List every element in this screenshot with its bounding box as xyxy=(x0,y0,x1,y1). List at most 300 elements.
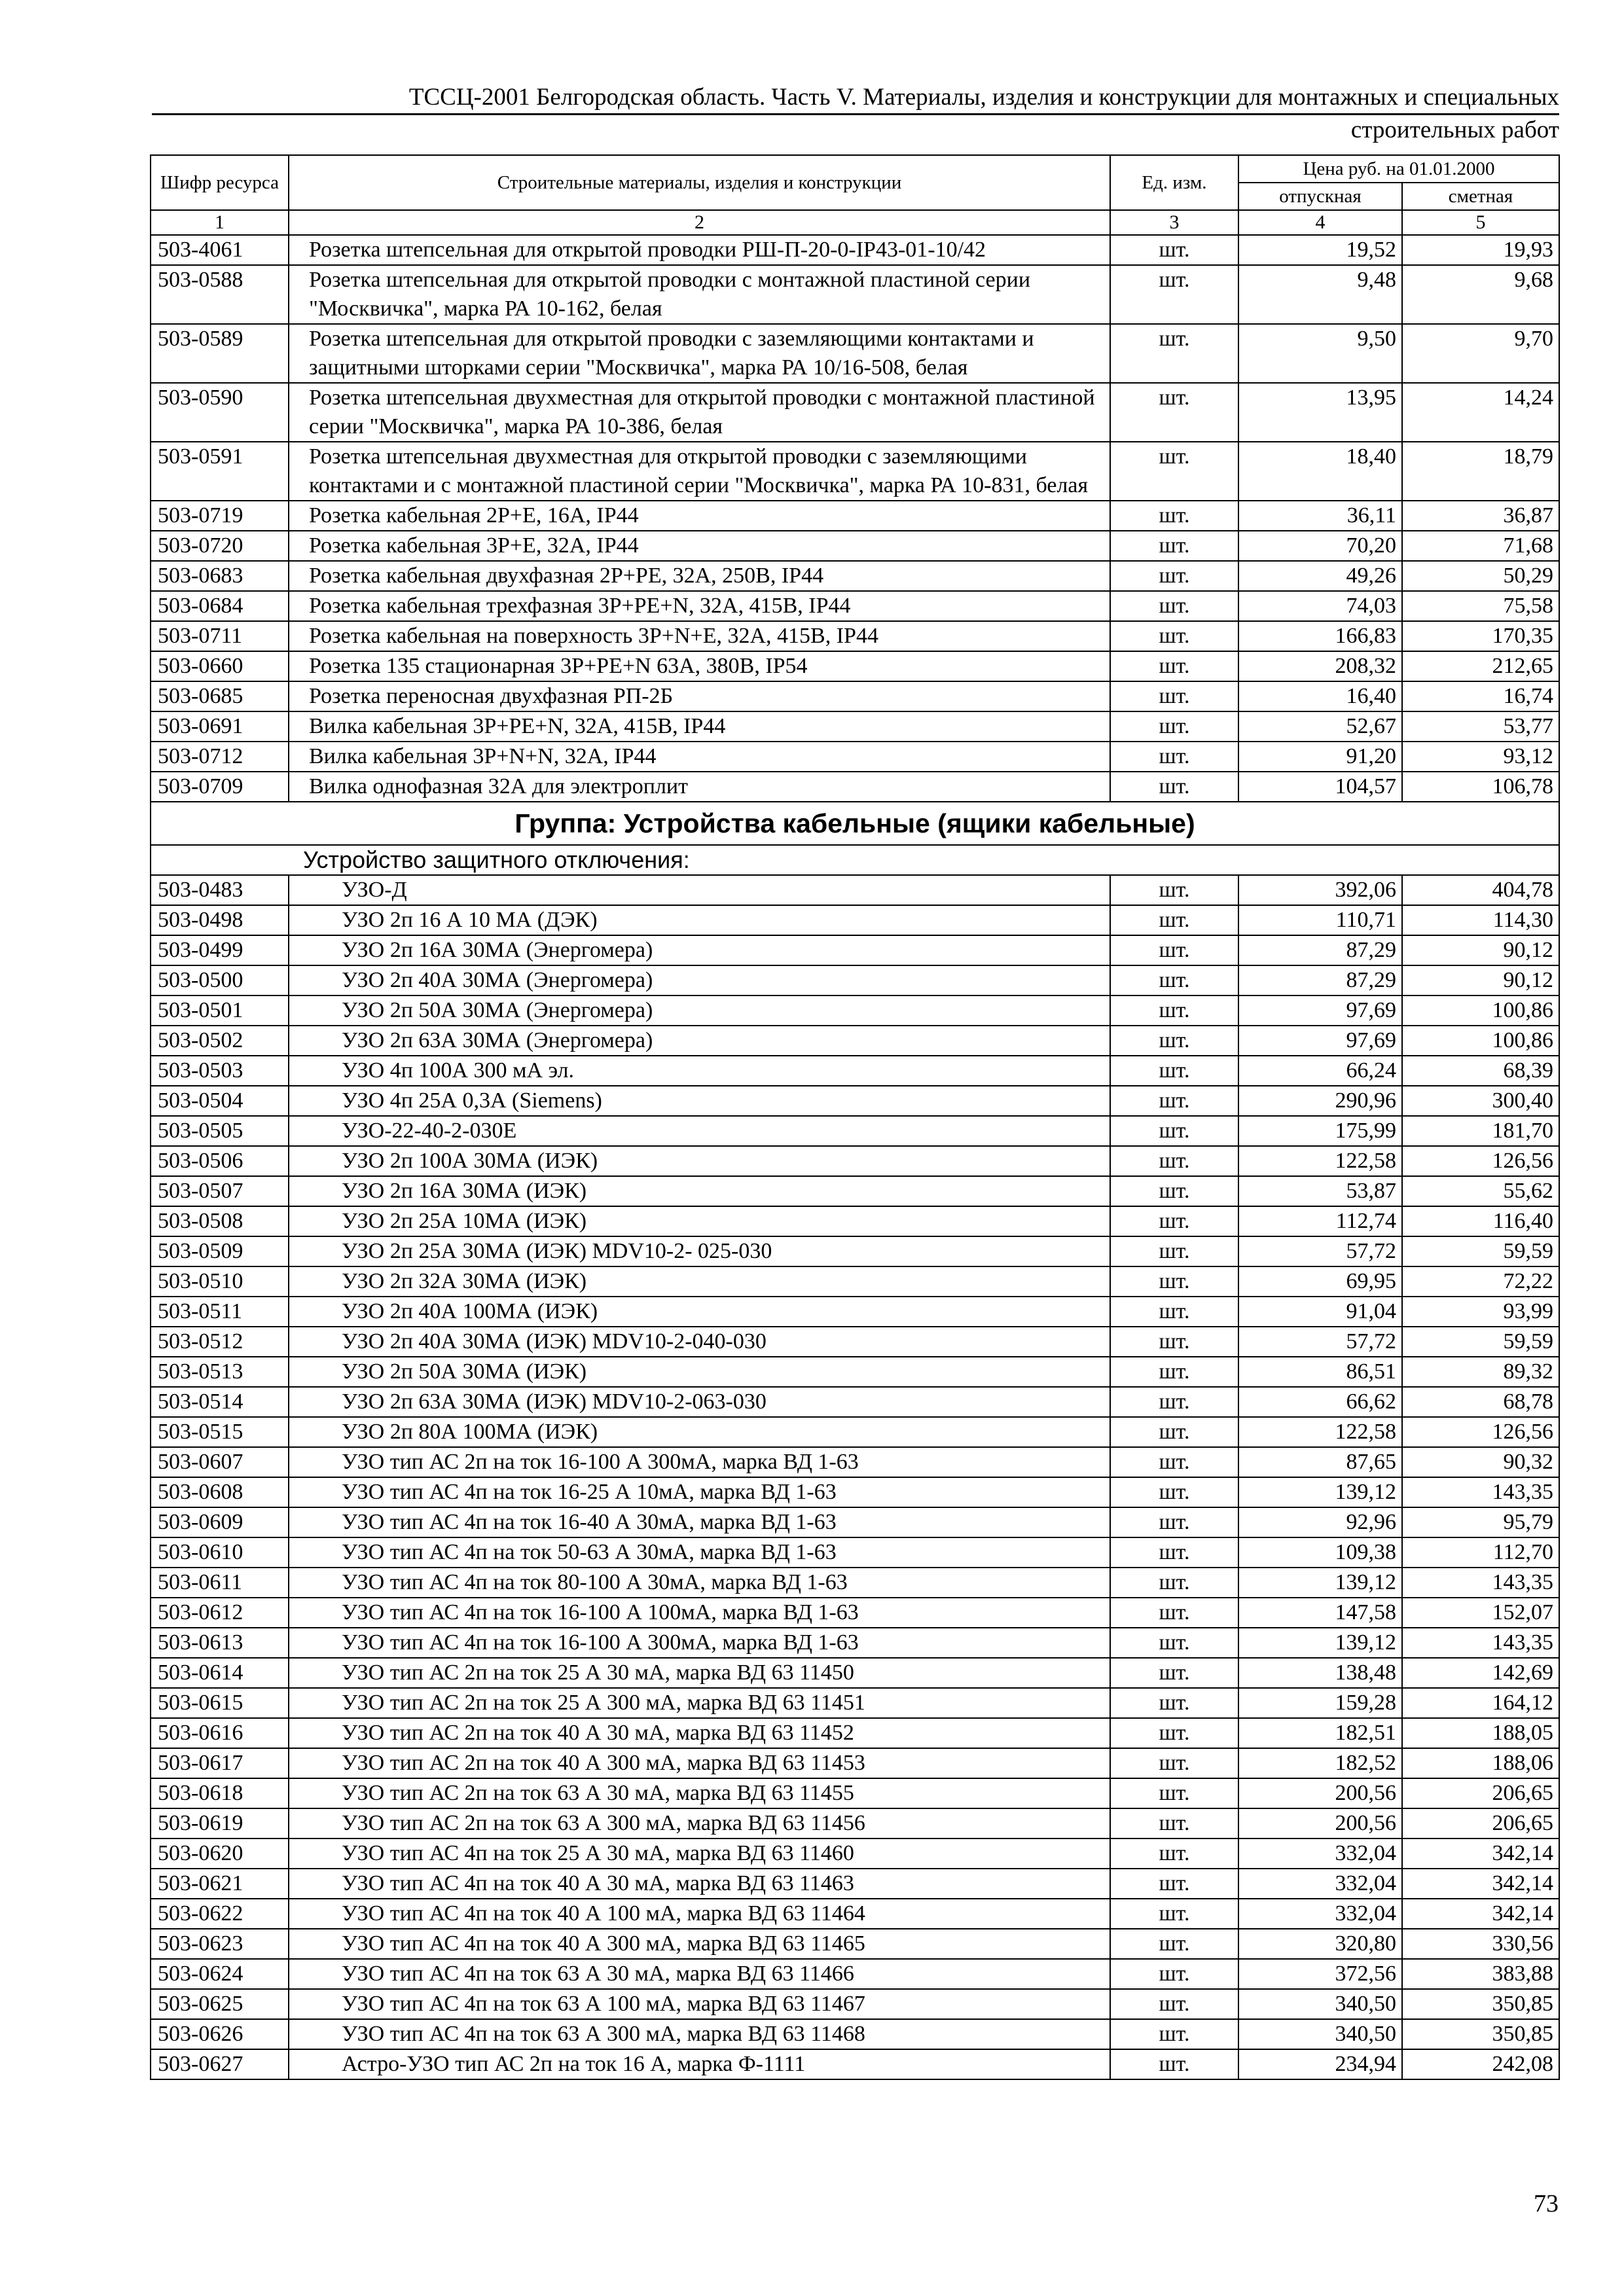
estimate-price: 164,12 xyxy=(1402,1688,1559,1718)
unit-cell: шт. xyxy=(1110,1327,1238,1357)
col-header-estimate-price: сметная xyxy=(1402,183,1559,210)
estimate-price: 16,74 xyxy=(1402,681,1559,711)
estimate-price: 404,78 xyxy=(1402,875,1559,905)
material-name: УЗО тип АС 4п на ток 16-100 А 300мА, марка ВД 1-63 xyxy=(289,1628,1110,1658)
material-name: Розетка штепсельная для открытой проводки РШ-П-20-0-IP43-01-10/42 xyxy=(289,235,1110,265)
resource-code: 503-0511 xyxy=(151,1297,289,1327)
unit-cell: шт. xyxy=(1110,1869,1238,1899)
resource-code: 503-0588 xyxy=(151,265,289,324)
unit-cell: шт. xyxy=(1110,383,1238,442)
estimate-price: 19,93 xyxy=(1402,235,1559,265)
material-name: УЗО 2п 16А 30МА (ИЭК) xyxy=(289,1176,1110,1206)
table-row xyxy=(151,1176,1559,1206)
material-name: Розетка штепсельная для открытой проводки с заземляющими контактами и защитными шторками серии "Москвичка", марка РА 10/16-508, белая xyxy=(289,324,1110,383)
unit-cell: шт. xyxy=(1110,2049,1238,2079)
release-price: 139,12 xyxy=(1238,1628,1402,1658)
table-row xyxy=(151,1748,1559,1778)
unit-cell: шт. xyxy=(1110,1748,1238,1778)
table-row xyxy=(151,621,1559,651)
material-name: Розетка 135 стационарная 3Р+РЕ+N 63А, 380В, IP54 xyxy=(289,651,1110,681)
material-name: УЗО тип АС 4п на ток 16-100 А 100мА, марка ВД 1-63 xyxy=(289,1598,1110,1628)
price-table xyxy=(150,154,1560,2080)
estimate-price: 89,32 xyxy=(1402,1357,1559,1387)
resource-code: 503-0616 xyxy=(151,1718,289,1748)
material-name: УЗО 2п 100А 30МА (ИЭК) xyxy=(289,1146,1110,1176)
table-row xyxy=(151,1808,1559,1839)
unit-cell: шт. xyxy=(1110,1236,1238,1266)
release-price: 182,51 xyxy=(1238,1718,1402,1748)
header-title-line1: ТССЦ-2001 Белгородская область. Часть V. Материалы, изделия и конструкции для монтажных и специальных xyxy=(152,82,1559,115)
resource-code: 503-0615 xyxy=(151,1688,289,1718)
estimate-price: 206,65 xyxy=(1402,1808,1559,1839)
estimate-price: 143,35 xyxy=(1402,1628,1559,1658)
col-number: 3 xyxy=(1110,210,1238,235)
material-name: УЗО тип АС 2п на ток 16-100 А 300мА, марка ВД 1-63 xyxy=(289,1447,1110,1477)
unit-cell: шт. xyxy=(1110,442,1238,501)
unit-cell: шт. xyxy=(1110,2019,1238,2049)
material-name: УЗО тип АС 4п на ток 40 А 30 мА, марка ВД 63 11463 xyxy=(289,1869,1110,1899)
resource-code: 503-0502 xyxy=(151,1026,289,1056)
table-row xyxy=(151,1537,1559,1568)
resource-code: 503-0507 xyxy=(151,1176,289,1206)
estimate-price: 342,14 xyxy=(1402,1869,1559,1899)
material-name: УЗО-Д xyxy=(289,875,1110,905)
release-price: 69,95 xyxy=(1238,1266,1402,1297)
resource-code: 503-0589 xyxy=(151,324,289,383)
table-body-rcd xyxy=(151,875,1559,2079)
estimate-price: 93,99 xyxy=(1402,1297,1559,1327)
resource-code: 503-0512 xyxy=(151,1327,289,1357)
resource-code: 503-0610 xyxy=(151,1537,289,1568)
unit-cell: шт. xyxy=(1110,711,1238,742)
resource-code: 503-0504 xyxy=(151,1086,289,1116)
estimate-price: 68,78 xyxy=(1402,1387,1559,1417)
unit-cell: шт. xyxy=(1110,681,1238,711)
unit-cell: шт. xyxy=(1110,996,1238,1026)
release-price: 340,50 xyxy=(1238,1989,1402,2019)
release-price: 66,24 xyxy=(1238,1056,1402,1086)
unit-cell: шт. xyxy=(1110,324,1238,383)
estimate-price: 68,39 xyxy=(1402,1056,1559,1086)
release-price: 9,50 xyxy=(1238,324,1402,383)
unit-cell: шт. xyxy=(1110,531,1238,561)
estimate-price: 206,65 xyxy=(1402,1778,1559,1808)
resource-code: 503-0617 xyxy=(151,1748,289,1778)
unit-cell: шт. xyxy=(1110,1206,1238,1236)
unit-cell: шт. xyxy=(1110,1899,1238,1929)
subgroup-title: Устройство защитного отключения: xyxy=(151,845,1559,875)
resource-code: 503-0515 xyxy=(151,1417,289,1447)
release-price: 52,67 xyxy=(1238,711,1402,742)
resource-code: 503-0498 xyxy=(151,905,289,935)
release-price: 166,83 xyxy=(1238,621,1402,651)
header-title-line2: строительных работ xyxy=(1350,117,1559,143)
estimate-price: 143,35 xyxy=(1402,1477,1559,1507)
material-name: Розетка кабельная 2Р+Е, 16А, IP44 xyxy=(289,501,1110,531)
release-price: 139,12 xyxy=(1238,1568,1402,1598)
release-price: 74,03 xyxy=(1238,591,1402,621)
table-row xyxy=(151,965,1559,996)
table-row xyxy=(151,591,1559,621)
resource-code: 503-0625 xyxy=(151,1989,289,2019)
estimate-price: 18,79 xyxy=(1402,442,1559,501)
resource-code: 503-0660 xyxy=(151,651,289,681)
page-number: 73 xyxy=(1534,2190,1559,2217)
table-row xyxy=(151,935,1559,965)
estimate-price: 142,69 xyxy=(1402,1658,1559,1688)
estimate-price: 90,12 xyxy=(1402,965,1559,996)
unit-cell: шт. xyxy=(1110,1026,1238,1056)
material-name: УЗО тип АС 4п на ток 63 А 300 мА, марка ВД 63 11468 xyxy=(289,2019,1110,2049)
unit-cell: шт. xyxy=(1110,1929,1238,1959)
material-name: УЗО тип АС 4п на ток 63 А 100 мА, марка ВД 63 11467 xyxy=(289,1989,1110,2019)
unit-cell: шт. xyxy=(1110,1176,1238,1206)
unit-cell: шт. xyxy=(1110,1417,1238,1447)
table-row xyxy=(151,1568,1559,1598)
group-title: Группа: Устройства кабельные (ящики кабельные) xyxy=(151,802,1559,845)
table-row xyxy=(151,561,1559,591)
release-price: 139,12 xyxy=(1238,1477,1402,1507)
estimate-price: 75,58 xyxy=(1402,591,1559,621)
estimate-price: 350,85 xyxy=(1402,2019,1559,2049)
table-row xyxy=(151,1778,1559,1808)
unit-cell: шт. xyxy=(1110,1146,1238,1176)
table-row xyxy=(151,1869,1559,1899)
resource-code: 503-0709 xyxy=(151,772,289,802)
resource-code: 503-0509 xyxy=(151,1236,289,1266)
table-row xyxy=(151,383,1559,442)
estimate-price: 93,12 xyxy=(1402,742,1559,772)
resource-code: 503-0614 xyxy=(151,1658,289,1688)
release-price: 87,65 xyxy=(1238,1447,1402,1477)
material-name: УЗО тип АС 4п на ток 50-63 А 30мА, марка ВД 1-63 xyxy=(289,1537,1110,1568)
release-price: 109,38 xyxy=(1238,1537,1402,1568)
table-row xyxy=(151,2049,1559,2079)
estimate-price: 9,68 xyxy=(1402,265,1559,324)
unit-cell: шт. xyxy=(1110,1447,1238,1477)
table-row xyxy=(151,1929,1559,1959)
resource-code: 503-0711 xyxy=(151,621,289,651)
release-price: 16,40 xyxy=(1238,681,1402,711)
group-row xyxy=(151,802,1559,845)
material-name: УЗО тип АС 2п на ток 63 А 300 мА, марка ВД 63 11456 xyxy=(289,1808,1110,1839)
material-name: УЗО 2п 40А 30МА (ИЭК) MDV10-2-040-030 xyxy=(289,1327,1110,1357)
unit-cell: шт. xyxy=(1110,235,1238,265)
resource-code: 503-4061 xyxy=(151,235,289,265)
release-price: 138,48 xyxy=(1238,1658,1402,1688)
resource-code: 503-0609 xyxy=(151,1507,289,1537)
table-row xyxy=(151,1598,1559,1628)
unit-cell: шт. xyxy=(1110,1959,1238,1989)
table-row xyxy=(151,875,1559,905)
unit-cell: шт. xyxy=(1110,935,1238,965)
estimate-price: 116,40 xyxy=(1402,1206,1559,1236)
material-name: Розетка кабельная трехфазная 3Р+РЕ+N, 32А, 415В, IP44 xyxy=(289,591,1110,621)
resource-code: 503-0506 xyxy=(151,1146,289,1176)
release-price: 332,04 xyxy=(1238,1869,1402,1899)
resource-code: 503-0720 xyxy=(151,531,289,561)
col-header-release-price: отпускная xyxy=(1238,183,1402,210)
release-price: 13,95 xyxy=(1238,383,1402,442)
unit-cell: шт. xyxy=(1110,1989,1238,2019)
resource-code: 503-0505 xyxy=(151,1116,289,1146)
release-price: 97,69 xyxy=(1238,996,1402,1026)
unit-cell: шт. xyxy=(1110,1056,1238,1086)
unit-cell: шт. xyxy=(1110,1688,1238,1718)
estimate-price: 71,68 xyxy=(1402,531,1559,561)
release-price: 392,06 xyxy=(1238,875,1402,905)
unit-cell: шт. xyxy=(1110,1266,1238,1297)
release-price: 320,80 xyxy=(1238,1929,1402,1959)
unit-cell: шт. xyxy=(1110,1387,1238,1417)
material-name: УЗО 4п 25А 0,3А (Siemens) xyxy=(289,1086,1110,1116)
unit-cell: шт. xyxy=(1110,875,1238,905)
estimate-price: 383,88 xyxy=(1402,1959,1559,1989)
unit-cell: шт. xyxy=(1110,1808,1238,1839)
table-row xyxy=(151,1839,1559,1869)
table-row xyxy=(151,1628,1559,1658)
material-name: УЗО тип АС 2п на ток 40 А 300 мА, марка ВД 63 11453 xyxy=(289,1748,1110,1778)
estimate-price: 300,40 xyxy=(1402,1086,1559,1116)
unit-cell: шт. xyxy=(1110,1839,1238,1869)
unit-cell: шт. xyxy=(1110,1116,1238,1146)
release-price: 122,58 xyxy=(1238,1417,1402,1447)
material-name: УЗО 2п 25А 30МА (ИЭК) MDV10-2- 025-030 xyxy=(289,1236,1110,1266)
table-row xyxy=(151,681,1559,711)
resource-code: 503-0613 xyxy=(151,1628,289,1658)
material-name: УЗО тип АС 4п на ток 80-100 А 30мА, марка ВД 1-63 xyxy=(289,1568,1110,1598)
material-name: УЗО тип АС 4п на ток 16-25 А 10мА, марка ВД 1-63 xyxy=(289,1477,1110,1507)
release-price: 122,58 xyxy=(1238,1146,1402,1176)
estimate-price: 126,56 xyxy=(1402,1146,1559,1176)
release-price: 57,72 xyxy=(1238,1327,1402,1357)
table-row xyxy=(151,1236,1559,1266)
estimate-price: 126,56 xyxy=(1402,1417,1559,1447)
estimate-price: 90,32 xyxy=(1402,1447,1559,1477)
material-name: Розетка переносная двухфазная РП-2Б xyxy=(289,681,1110,711)
material-name: Вилка однофазная 32А для электроплит xyxy=(289,772,1110,802)
release-price: 91,20 xyxy=(1238,742,1402,772)
estimate-price: 59,59 xyxy=(1402,1236,1559,1266)
estimate-price: 95,79 xyxy=(1402,1507,1559,1537)
material-name: УЗО тип АС 4п на ток 40 А 300 мА, марка ВД 63 11465 xyxy=(289,1929,1110,1959)
estimate-price: 9,70 xyxy=(1402,324,1559,383)
col-number: 4 xyxy=(1238,210,1402,235)
release-price: 66,62 xyxy=(1238,1387,1402,1417)
table-row xyxy=(151,1086,1559,1116)
material-name: УЗО тип АС 4п на ток 16-40 А 30мА, марка ВД 1-63 xyxy=(289,1507,1110,1537)
release-price: 19,52 xyxy=(1238,235,1402,265)
release-price: 208,32 xyxy=(1238,651,1402,681)
release-price: 87,29 xyxy=(1238,965,1402,996)
estimate-price: 50,29 xyxy=(1402,561,1559,591)
release-price: 182,52 xyxy=(1238,1748,1402,1778)
material-name: Вилка кабельная 3Р+РЕ+N, 32А, 415В, IP44 xyxy=(289,711,1110,742)
estimate-price: 100,86 xyxy=(1402,1026,1559,1056)
resource-code: 503-0627 xyxy=(151,2049,289,2079)
table-row xyxy=(151,442,1559,501)
resource-code: 503-0683 xyxy=(151,561,289,591)
estimate-price: 106,78 xyxy=(1402,772,1559,802)
release-price: 92,96 xyxy=(1238,1507,1402,1537)
material-name: Розетка кабельная на поверхность 3Р+N+Е, 32А, 415В, IP44 xyxy=(289,621,1110,651)
unit-cell: шт. xyxy=(1110,772,1238,802)
table-row xyxy=(151,1658,1559,1688)
unit-cell: шт. xyxy=(1110,1778,1238,1808)
release-price: 97,69 xyxy=(1238,1026,1402,1056)
release-price: 36,11 xyxy=(1238,501,1402,531)
col-number: 2 xyxy=(289,210,1110,235)
material-name: Розетка штепсельная двухместная для открытой проводки с заземляющими контактами и с монтажной пластиной серии "Москвичка", марка РА 10-831, белая xyxy=(289,442,1110,501)
release-price: 9,48 xyxy=(1238,265,1402,324)
material-name: Розетка штепсельная двухместная для открытой проводки с монтажной пластиной серии "Москвичка", марка РА 10-386, белая xyxy=(289,383,1110,442)
material-name: УЗО тип АС 2п на ток 63 А 30 мА, марка ВД 63 11455 xyxy=(289,1778,1110,1808)
resource-code: 503-0684 xyxy=(151,591,289,621)
table-row xyxy=(151,501,1559,531)
unit-cell: шт. xyxy=(1110,1297,1238,1327)
table-row xyxy=(151,1447,1559,1477)
table-row xyxy=(151,1387,1559,1417)
estimate-price: 143,35 xyxy=(1402,1568,1559,1598)
table-row xyxy=(151,1507,1559,1537)
resource-code: 503-0624 xyxy=(151,1959,289,1989)
table-row xyxy=(151,1959,1559,1989)
estimate-price: 188,06 xyxy=(1402,1748,1559,1778)
estimate-price: 350,85 xyxy=(1402,1989,1559,2019)
unit-cell: шт. xyxy=(1110,1568,1238,1598)
release-price: 91,04 xyxy=(1238,1297,1402,1327)
table-row xyxy=(151,1718,1559,1748)
col-number: 1 xyxy=(151,210,289,235)
col-header-price: Цена руб. на 01.01.2000 xyxy=(1238,155,1559,183)
material-name: УЗО 2п 16А 30МА (Энергомера) xyxy=(289,935,1110,965)
resource-code: 503-0508 xyxy=(151,1206,289,1236)
resource-code: 503-0622 xyxy=(151,1899,289,1929)
material-name: УЗО 2п 40А 100МА (ИЭК) xyxy=(289,1297,1110,1327)
estimate-price: 242,08 xyxy=(1402,2049,1559,2079)
estimate-price: 170,35 xyxy=(1402,621,1559,651)
resource-code: 503-0612 xyxy=(151,1598,289,1628)
estimate-price: 14,24 xyxy=(1402,383,1559,442)
table-row xyxy=(151,772,1559,802)
resource-code: 503-0611 xyxy=(151,1568,289,1598)
unit-cell: шт. xyxy=(1110,1507,1238,1537)
material-name: УЗО-22-40-2-030Е xyxy=(289,1116,1110,1146)
material-name: УЗО 2п 40А 30МА (Энергомера) xyxy=(289,965,1110,996)
release-price: 340,50 xyxy=(1238,2019,1402,2049)
release-price: 86,51 xyxy=(1238,1357,1402,1387)
unit-cell: шт. xyxy=(1110,1477,1238,1507)
estimate-price: 72,22 xyxy=(1402,1266,1559,1297)
estimate-price: 114,30 xyxy=(1402,905,1559,935)
unit-cell: шт. xyxy=(1110,905,1238,935)
table-row xyxy=(151,324,1559,383)
table-body-sockets xyxy=(151,235,1559,802)
resource-code: 503-0483 xyxy=(151,875,289,905)
release-price: 290,96 xyxy=(1238,1086,1402,1116)
material-name: УЗО 2п 80А 100МА (ИЭК) xyxy=(289,1417,1110,1447)
estimate-price: 59,59 xyxy=(1402,1327,1559,1357)
estimate-price: 152,07 xyxy=(1402,1598,1559,1628)
col-header-code: Шифр ресурса xyxy=(151,155,289,210)
material-name: УЗО 2п 50А 30МА (ИЭК) xyxy=(289,1357,1110,1387)
release-price: 200,56 xyxy=(1238,1778,1402,1808)
release-price: 147,58 xyxy=(1238,1598,1402,1628)
table-row xyxy=(151,1297,1559,1327)
resource-code: 503-0719 xyxy=(151,501,289,531)
col-header-unit: Ед. изм. xyxy=(1110,155,1238,210)
resource-code: 503-0501 xyxy=(151,996,289,1026)
release-price: 110,71 xyxy=(1238,905,1402,935)
material-name: УЗО тип АС 4п на ток 40 А 100 мА, марка ВД 63 11464 xyxy=(289,1899,1110,1929)
release-price: 200,56 xyxy=(1238,1808,1402,1839)
resource-code: 503-0503 xyxy=(151,1056,289,1086)
material-name: УЗО тип АС 2п на ток 25 А 300 мА, марка ВД 63 11451 xyxy=(289,1688,1110,1718)
table-row xyxy=(151,1989,1559,2019)
resource-code: 503-0685 xyxy=(151,681,289,711)
table-group-section xyxy=(151,802,1559,875)
release-price: 18,40 xyxy=(1238,442,1402,501)
resource-code: 503-0607 xyxy=(151,1447,289,1477)
table-row xyxy=(151,711,1559,742)
material-name: УЗО 2п 16 А 10 МА (ДЭК) xyxy=(289,905,1110,935)
release-price: 53,87 xyxy=(1238,1176,1402,1206)
material-name: УЗО 2п 32А 30МА (ИЭК) xyxy=(289,1266,1110,1297)
material-name: Астро-УЗО тип АС 2п на ток 16 А, марка Ф-1111 xyxy=(289,2049,1110,2079)
resource-code: 503-0712 xyxy=(151,742,289,772)
unit-cell: шт. xyxy=(1110,1537,1238,1568)
resource-code: 503-0618 xyxy=(151,1778,289,1808)
unit-cell: шт. xyxy=(1110,591,1238,621)
estimate-price: 342,14 xyxy=(1402,1839,1559,1869)
table-row xyxy=(151,1056,1559,1086)
unit-cell: шт. xyxy=(1110,561,1238,591)
material-name: УЗО 2п 63А 30МА (Энергомера) xyxy=(289,1026,1110,1056)
unit-cell: шт. xyxy=(1110,1086,1238,1116)
page-header xyxy=(152,82,1559,145)
unit-cell: шт. xyxy=(1110,651,1238,681)
table-row xyxy=(151,651,1559,681)
release-price: 112,74 xyxy=(1238,1206,1402,1236)
table-row xyxy=(151,1026,1559,1056)
col-number: 5 xyxy=(1402,210,1559,235)
col-header-name: Строительные материалы, изделия и конструкции xyxy=(289,155,1110,210)
table-row xyxy=(151,2019,1559,2049)
estimate-price: 36,87 xyxy=(1402,501,1559,531)
table-row xyxy=(151,1688,1559,1718)
table-row xyxy=(151,1899,1559,1929)
material-name: УЗО 2п 25А 10МА (ИЭК) xyxy=(289,1206,1110,1236)
unit-cell: шт. xyxy=(1110,1718,1238,1748)
resource-code: 503-0691 xyxy=(151,711,289,742)
release-price: 57,72 xyxy=(1238,1236,1402,1266)
resource-code: 503-0619 xyxy=(151,1808,289,1839)
resource-code: 503-0623 xyxy=(151,1929,289,1959)
release-price: 104,57 xyxy=(1238,772,1402,802)
material-name: Вилка кабельная 3Р+N+N, 32А, IP44 xyxy=(289,742,1110,772)
resource-code: 503-0513 xyxy=(151,1357,289,1387)
table-row xyxy=(151,742,1559,772)
release-price: 159,28 xyxy=(1238,1688,1402,1718)
release-price: 372,56 xyxy=(1238,1959,1402,1989)
table-row xyxy=(151,1206,1559,1236)
table-row xyxy=(151,265,1559,324)
table-row xyxy=(151,1357,1559,1387)
material-name: УЗО тип АС 4п на ток 63 А 30 мА, марка ВД 63 11466 xyxy=(289,1959,1110,1989)
estimate-price: 342,14 xyxy=(1402,1899,1559,1929)
table-row xyxy=(151,905,1559,935)
unit-cell: шт. xyxy=(1110,1357,1238,1387)
